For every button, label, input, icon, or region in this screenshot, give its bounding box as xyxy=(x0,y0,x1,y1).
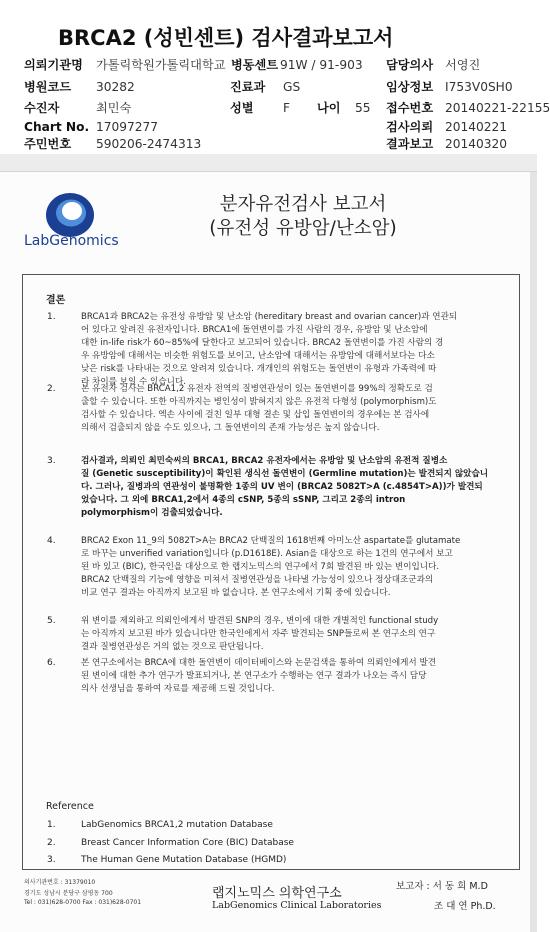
header-l1-row1: 병원코드 xyxy=(24,80,72,94)
paragraph-line: 로 바꾸는 unverified variation입니다 (p.D1618E). Asian을 대상으로 하는 1건의 연구에서 보고 xyxy=(81,548,453,559)
paragraph-line: 출할 수 있습니다. 또한 아직까지는 병인성이 밝혀지지 않은 유전적 다형성 (polymorphism)도 xyxy=(81,396,437,407)
header-v2-row2: F xyxy=(283,101,291,115)
header-l1-row2: 수진자 xyxy=(24,101,60,115)
paragraph-line: 결과 질병연관성은 거의 없는 것으로 판단됩니다. xyxy=(81,641,264,652)
header-l2-row1: 진료과 xyxy=(230,80,266,94)
header-l1-row3: Chart No. xyxy=(24,120,90,134)
header-l4-row2: 접수번호 xyxy=(386,101,434,115)
header-l3-row2: 나이 xyxy=(317,101,341,115)
paragraph-line: 본 연구소에서는 BRCA에 대한 돌연변이 데이터베이스와 논문검색을 통하여 의뢰인에게서 발견 xyxy=(81,658,437,668)
reference-text: LabGenomics BRCA1,2 mutation Database xyxy=(81,820,273,830)
header-l4-row0: 담당의사 xyxy=(386,58,434,72)
item-number: 6. xyxy=(47,658,56,668)
reference-number: 3. xyxy=(47,855,56,865)
footer-reporter-line: 보고자 : 서 동 희 M.D xyxy=(396,881,488,892)
paragraph-line: BRCA2 Exon 11_9의 5082T>A는 BRCA2 단백질의 1618번째 아미노산 aspartate를 glutamate xyxy=(81,536,461,546)
header-v3-row2: 55 xyxy=(355,101,371,115)
conclusion-paragraph xyxy=(81,383,509,435)
paragraph-line: 다. 그러나, 질병과의 연관성이 불명확한 1종의 UV 변이 (BRCA2 5082T>A (c.4854T>A))가 발견되 xyxy=(81,481,483,492)
paragraph-line: 낮은 risk를 나타내는 것으로 알려져 있습니다. 개개인의 위험도는 돌연변이 유형과 가족력에 따 xyxy=(81,363,437,374)
paragraph-line: 의사 선생님을 통하여 자료를 제공해 드릴 것입니다. xyxy=(81,683,275,694)
item-number: 1. xyxy=(47,312,56,322)
item-number: 3. xyxy=(47,456,56,466)
lab-name-english: LabGenomics Clinical Laboratories xyxy=(212,900,382,911)
header-l2-row2: 성별 xyxy=(230,101,254,115)
header-v4-row4: 20140320 xyxy=(445,137,508,151)
paragraph-line: 검사할 수 있습니다. 엑손 사이에 걸친 일부 대형 결손 및 삽입 돌연변이의 경우에는 본 검사에 xyxy=(81,409,430,420)
reference-text: Breast Cancer Information Core (BIC) Database xyxy=(81,838,294,848)
paragraph-line: 었습니다. 그 외에 BRCA1,2에서 4종의 cSNP, 5종의 sSNP, 그리고 2종의 intron xyxy=(81,494,406,505)
item-number: 4. xyxy=(47,536,56,546)
paragraph-line: BRCA1과 BRCA2는 유전성 유방암 및 난소암 (hereditary breast and ovarian cancer)과 연관되 xyxy=(81,312,458,322)
header-v1-row0: 가톨릭학원가톨릭대학교 xyxy=(96,58,226,72)
header-l4-row3: 검사의뢰 xyxy=(386,120,434,134)
header-v1-row1: 30282 xyxy=(96,80,135,94)
report-title-line1: 분자유전검사 보고서 xyxy=(219,194,387,215)
reference-text: The Human Gene Mutation Database (HGMD) xyxy=(81,855,287,865)
paragraph-line: BRCA2 단백질의 기능에 영향을 미쳐서 질병연관성을 나타낼 가능성이 있으나 정상대조군과의 xyxy=(81,574,434,585)
reference-number: 1. xyxy=(47,820,56,830)
header-l1-row4: 주민번호 xyxy=(24,137,72,151)
conclusion-paragraph xyxy=(81,657,509,696)
paragraph-line: 비교 연구 결과는 아직까지 보고된 바 없습니다. 본 연구소에서 기획 중에 있습니다. xyxy=(81,587,391,598)
footer-address-line: 의사기관번호 : 31379010 xyxy=(24,879,96,886)
item-number: 5. xyxy=(47,616,56,626)
header-l2-row0: 병동센트 xyxy=(231,58,279,72)
lab-name-korean: 랩지노믹스 의학연구소 xyxy=(212,886,342,901)
header-l1-row0: 의뢰기관명 xyxy=(24,58,83,72)
paragraph-line: 대한 in-life risk가 60~85%에 달한다고 보고되어 있습니다. BRCA2 돌연변이를 가진 사람의 경 xyxy=(81,337,444,348)
conclusion-paragraph xyxy=(81,455,509,520)
report-title xyxy=(138,193,468,241)
page-title: BRCA2 (성빈센트) 검사결과보고서 xyxy=(58,26,394,50)
paragraph-line: 는 아직까지 보고된 바가 있습니다만 한국인에게서 자주 발견되는 SNP들로써 본 연구소의 연구 xyxy=(81,628,436,639)
paragraph-line: 본 유전자 검사는 BRCA1,2 유전자 전역의 질병연관성이 있는 돌연변이를 99%의 정확도로 검 xyxy=(81,384,433,394)
paragraph-line: 우 유방암에 대해서는 비슷한 위험도를 보이고, 난소암에 대해서는 유방암에 대해서보다는 다소 xyxy=(81,350,435,361)
header-v4-row0: 서영진 xyxy=(445,58,481,72)
item-number: 2. xyxy=(47,384,56,394)
header-l4-row4: 결과보고 xyxy=(386,137,434,151)
paragraph-line: 어 있다고 알려진 유전자입니다. BRCA1에 돌연변이를 가진 사람의 경우, 유방암 및 난소암에 xyxy=(81,324,428,335)
header-v1-row4: 590206-2474313 xyxy=(96,137,202,151)
header-v4-row2: 20140221-22155 xyxy=(445,101,550,115)
paragraph-line: 위 변이를 제외하고 의뢰인에게서 발견된 SNP의 경우, 변이에 대한 개별적인 functional study xyxy=(81,616,439,626)
header-v2-row1: GS xyxy=(283,80,301,94)
report-title-line2: (유전성 유방암/난소암) xyxy=(209,218,397,239)
header-v2-row0: 91W / 91-903 xyxy=(280,58,363,72)
paragraph-line: 된 변이에 대한 추가 연구가 발표되거나, 본 연구소가 수행하는 연구 결과가 나오는 즉시 담당 xyxy=(81,670,427,681)
footer-address-line: Tel : 031)628-0700 Fax : 031)628-0701 xyxy=(24,899,142,906)
paragraph-line: 질 (Genetic susceptibility)이 확인된 생식선 돌연변이 (Germline mutation)는 발견되지 않았습니 xyxy=(81,468,489,479)
paragraph-line: 검사결과, 의뢰인 최민숙씨의 BRCA1, BRCA2 유전자에서는 유방암 및 난소암의 유전적 질병소 xyxy=(81,456,448,466)
paragraph-line: 의해서 검출되지 않을 수도 있으나, 그 돌연변이의 존재 가능성은 높지 않습니다. xyxy=(81,422,380,433)
header-l4-row1: 임상정보 xyxy=(386,80,434,94)
conclusion-paragraph xyxy=(81,311,509,388)
reference-number: 2. xyxy=(47,838,56,848)
scan-edge xyxy=(530,172,537,932)
header-v1-row2: 최민숙 xyxy=(96,101,132,115)
paragraph-line: 라 차이를 보일 수 있습니다. xyxy=(81,376,186,387)
paragraph-line: 된 바 있고 (BIC), 한국인을 대상으로 한 랩지노믹스의 연구에서 7회 발견된 바 있는 변이입니다. xyxy=(81,561,440,572)
footer-reporter-line: 조 대 연 Ph.D. xyxy=(434,901,496,912)
header-v1-row3: 17097277 xyxy=(96,120,159,134)
logo-text: LabGenomics xyxy=(24,233,119,249)
conclusion-label: 결론 xyxy=(46,295,66,306)
header-v4-row3: 20140221 xyxy=(445,120,508,134)
reference-label: Reference xyxy=(46,801,94,812)
conclusion-paragraph xyxy=(81,535,509,600)
conclusion-paragraph xyxy=(81,615,509,654)
header-v4-row1: I753V0SH0 xyxy=(445,80,513,94)
footer-address-line: 경기도 성남시 분당구 삼평동 700 xyxy=(24,890,113,897)
page-separator xyxy=(0,154,537,172)
paragraph-line: polymorphism이 검출되었습니다. xyxy=(81,507,223,518)
